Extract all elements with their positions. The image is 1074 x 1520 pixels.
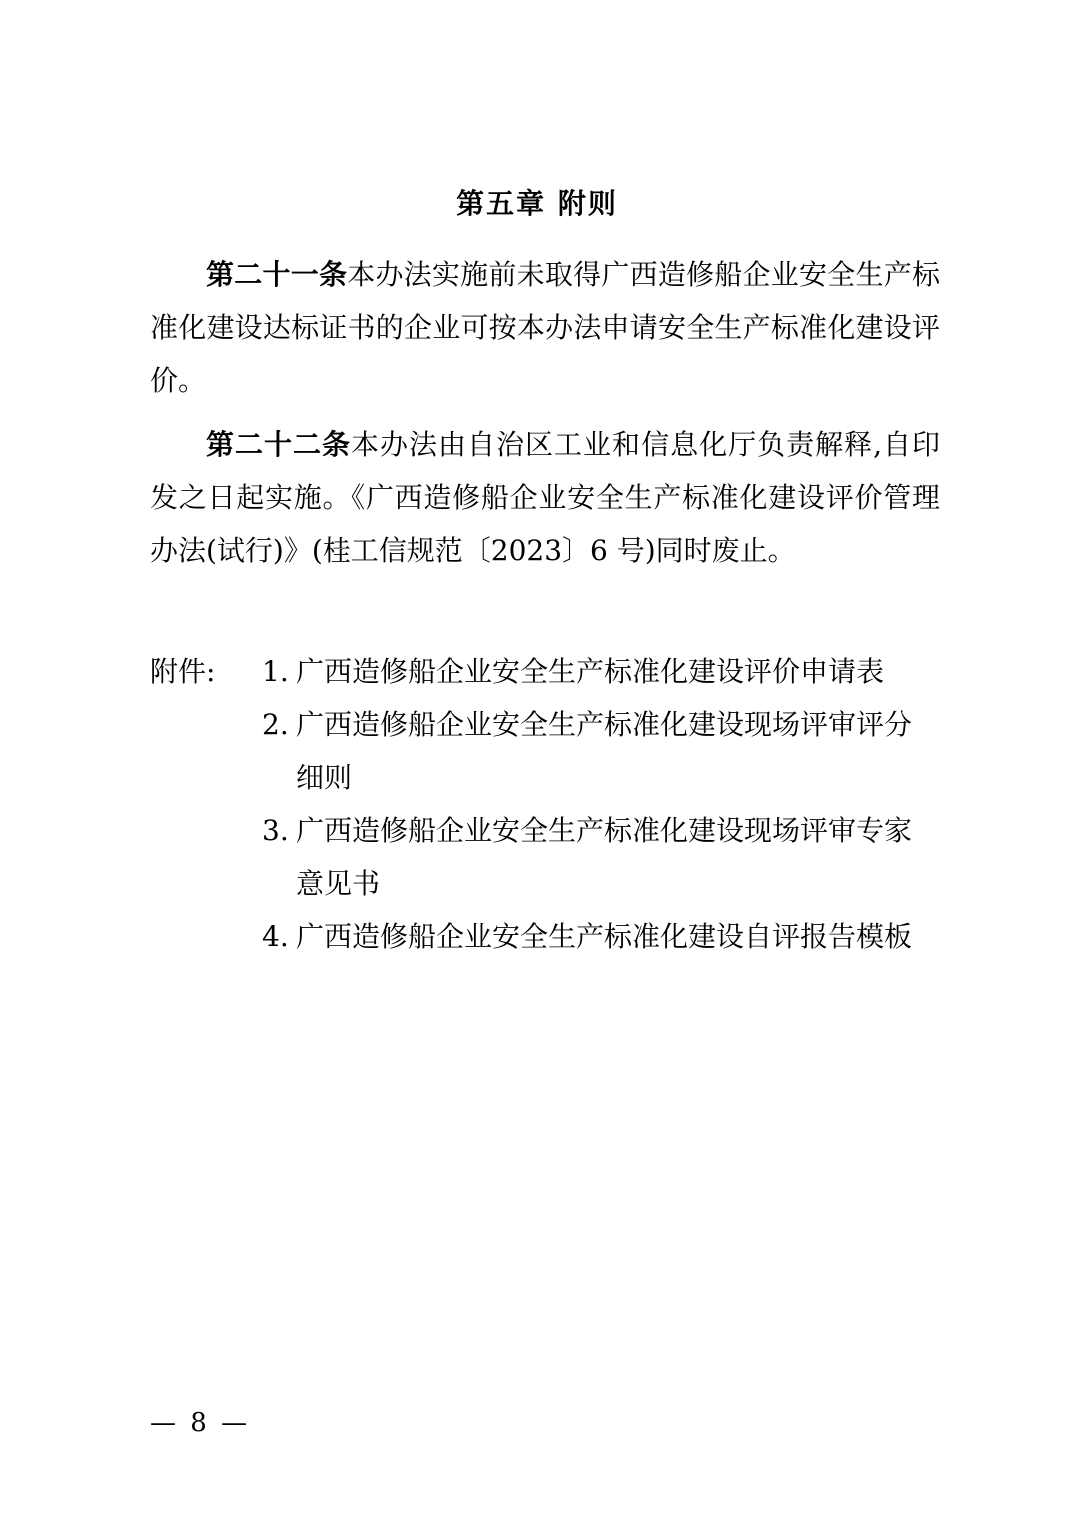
attachment-title: 广西造修船企业安全生产标准化建设自评报告模板 (296, 920, 913, 953)
article-22-label: 第二十二条 (206, 428, 352, 461)
attachment-number: 1. (262, 655, 289, 688)
attachment-list-label: 附件: (150, 655, 216, 688)
attachment-item (150, 910, 950, 963)
attachment-number: 3. (262, 814, 289, 847)
attachment-item (150, 804, 950, 857)
attachment-title-continued: 细则 (296, 761, 353, 794)
chapter-title: 第五章 附则 (456, 187, 618, 220)
attachment-list (150, 645, 950, 963)
attachment-item (150, 698, 950, 751)
article-22-text: 本办法由自治区工业和信息化厅负责解释,自印发之日起实施。《广西造修船企业安全生产标准化建设评价管理办法(试行)》(桂工信规范〔2023〕6 号)同时废止。 (150, 428, 940, 567)
attachment-title: 广西造修船企业安全生产标准化建设现场评审评分 (296, 708, 913, 741)
attachment-title: 广西造修船企业安全生产标准化建设评价申请表 (296, 655, 885, 688)
article-22-paragraph (150, 418, 940, 577)
article-21-paragraph (150, 248, 940, 407)
attachment-title: 广西造修船企业安全生产标准化建设现场评审专家 (296, 814, 913, 847)
attachment-title-continued: 意见书 (296, 867, 381, 900)
attachment-number: 4. (262, 920, 289, 953)
page-number: — 8 — (150, 1408, 251, 1438)
article-21-text: 本办法实施前未取得广西造修船企业安全生产标准化建设达标证书的企业可按本办法申请安全生产标准化建设评价。 (150, 258, 940, 397)
attachment-number: 2. (262, 708, 289, 741)
article-21-label: 第二十一条 (206, 258, 348, 291)
attachment-item (150, 645, 950, 698)
